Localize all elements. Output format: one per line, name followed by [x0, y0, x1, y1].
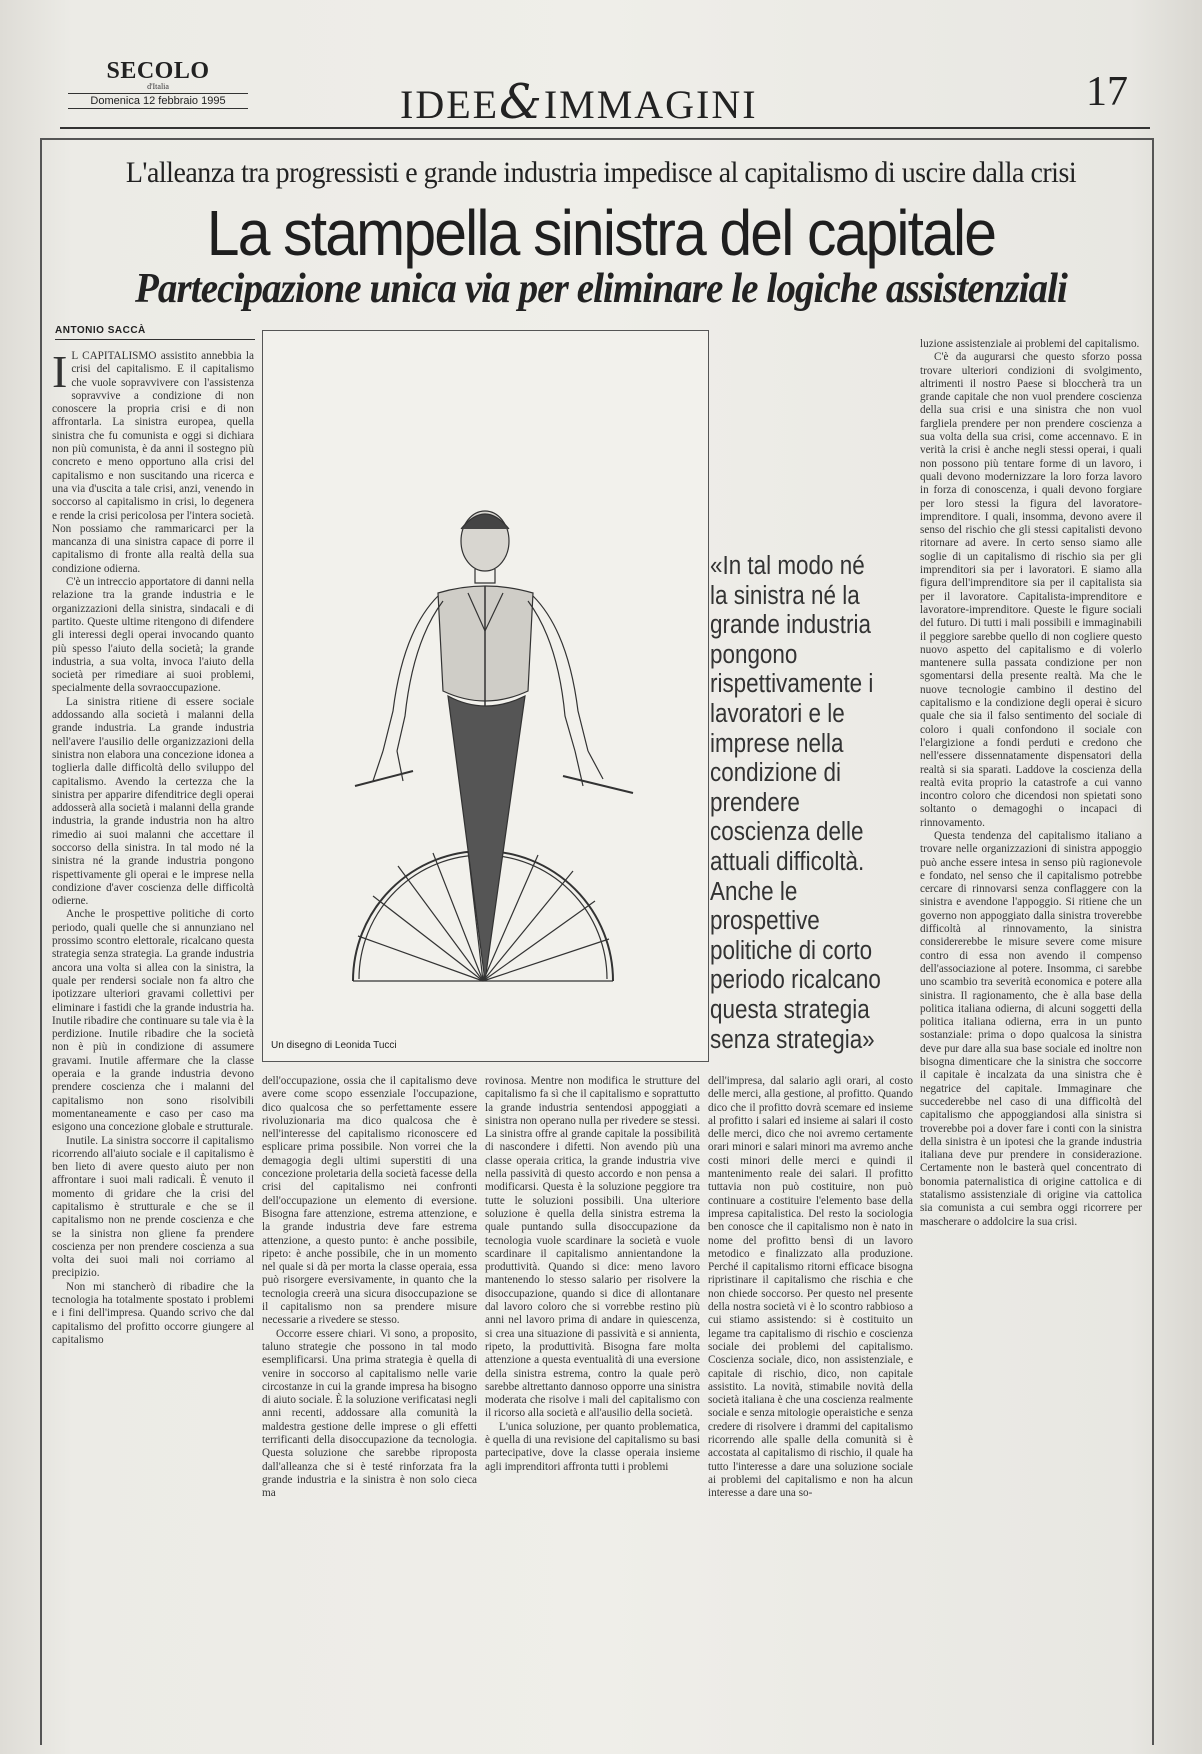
column-2 — [262, 1075, 477, 1740]
paragraph-text: L CAPITALISMO assistito annebbia la crisi del capitalismo. E il capitalismo che vuole sopravvivere con l'assistenza sopravvive a condizione di non conoscere la propria crisi e di non affrontarla. La sinistra europea, quella sinistra che fu comunista e oggi si dichiara non più comunista, è da anni il sostegno più concreto e meno opportuno alla crisi del capitalismo e non suscitando una ricerca e una via d'uscita a tale crisi, anzi, venendo in soccorso al capitalismo in crisi, lo degenera e rende la crisi pericolosa per l'intera società. Non possiamo che rammaricarci per la mancanza di una sinistra capace di porre il capitalismo di fronte alla realtà della sua condizione odierna. — [52, 350, 254, 575]
paragraph: dell'occupazione, ossia che il capitalismo deve avere come scopo essenziale l'occupazione, dico qualcosa che so perfettamente essere rivoluzionaria ma dico qualcosa che è nell'interesse del capitalismo riconoscere ed esplicare prima possibile. Non vorrei che la demagogia degli ultimi superstiti di una concezione proletaria della società facesse della crisi del capitalismo nei confronti dell'occupazione un elemento di eversione. Bisogna fare attenzione, estrema attenzione, e la grande industria deve fare estrema attenzione, a questo punto: è anche possibile, ripeto: è anche possibile, che in un momento nel quale si dà per morta la classe operaia, essa può risorgere eversivamente, in quanto che la tecnologia creerà una sicura disoccupazione se il capitalismo non sa prendere misure necessarie a rivedere se stesso. — [262, 1075, 477, 1327]
paragraph: Questa tendenza del capitalismo italiano a trovare nelle organizzazioni di sinistra appoggio può anche essere intesa in senso più ragionevole e fondato, nel senso che il capitalismo potrebbe cercare di rinnovarsi senza conflaggere con la sinistra e avendone l'appoggio. Si ritiene che un governo non appoggiato dalla sinistra troverebbe difficoltà al rinnovamento, la sinistra considererebbe le misure severe come misure contro di essa non avendo il compenso dell'associazione al potere. Insomma, ci sarebbe uno scambio tra severità economica e potere alla sinistra. Il ragionamento, che è alla base della politica italiana odierna, di alcuni soggetti della politica italiana odierna, erra in un punto sostanziale: prima o dopo qualcosa la sinistra deve pur dare alla sua base sociale ed inoltre non bisogna dimenticare che la sinistra che soccorre il capitale è incalzata da una sinistra che è negatrice del capitale. Immaginare che succederebbe nel caso di una difficoltà del capitalismo che appoggiandosi alla sinistra si troverebbe poi a dover fare i conti con la sinistra della sinistra è un ipotesi che la grande industria italiana deve pur prendere in considerazione. Certamente non le basterà quel concentrato di bonomia paternalistica di origine cattolica e di statalismo assistenziale di origine via cattolica sia comunista a cui sembra oggi ricorrere per mascherare o addolcire la sua crisi. — [920, 829, 1142, 1228]
article-kicker: L'alleanza tra progressisti e grande industria impedisce al capitalismo di uscire dalla crisi — [125, 156, 1077, 189]
column-5 — [920, 338, 1142, 1738]
section-ampersand: & — [499, 74, 544, 130]
logo-block — [68, 58, 248, 109]
paragraph: luzione assistenziale ai problemi del capitalismo. — [920, 338, 1140, 350]
section-title — [400, 74, 758, 130]
section-title-right: IMMAGINI — [543, 82, 758, 127]
illustration-caption: Un disegno di Leonida Tucci — [271, 1040, 397, 1051]
byline-rule — [55, 339, 255, 340]
masthead-rule — [60, 127, 1150, 129]
man-with-wheel-drawing — [263, 331, 708, 1061]
paragraph: L'unica soluzione, per quanto problematica, è quella di una revisione del capitalismo su basi partecipative, dove la classe operaia insieme agli imprenditori affronta tutti i problemi — [485, 1420, 700, 1473]
masthead — [60, 58, 1150, 130]
page-number: 17 — [1086, 69, 1128, 115]
paragraph: Occorre essere chiari. Vi sono, a proposito, taluno strategie che possono in tal modo esemplificarsi. Una prima strategia è quella di venire in soccorso al capitalismo nelle varie circostanze in cui la grande impresa ha bisogno di aiuto sociale. È la soluzione verificatasi negli anni recenti, addossare alla comunità la maldestra gestione delle imprese o gli effetti terrificanti della disoccupazione da tecnologia. Questa soluzione che sarebbe riproposta dall'alleanza che si è testé rinforzata fra la grande industria e la sinistra è non solo cieca ma — [262, 1327, 477, 1500]
paragraph: Anche le prospettive politiche di corto periodo, quali quelle che si annunziano nel prossimo scontro elettorale, ricalcano questa strategia senza strategia. La grande industria ancora una volta si allea con la sinistra, la quale per rendersi sociale non fa altro che ipotizzare ulteriori gravami collettivi per eliminare i fastidi che la grande industria ha. Inutile ribadire che continuare su tale via è la perdizione. Inutile ribadire che la società non è più in condizione di assumere gravami. Inutile affermare che la classe operaia e la grande industria devono prendere coscienza che i malanni del capitalismo non sono risolvibili momentaneamente e caso per caso ma esigono una concezione globale e strutturale. — [52, 908, 254, 1134]
column-3 — [485, 1075, 700, 1740]
paragraph: C'è un intreccio apportatore di danni nella relazione tra la grande industria e le organizzazioni della sinistra, sindacali e di partito. Queste ultime ritengono di difendere gli interessi degli operai invocando quanto più spesso l'aiuto della società; la grande industria, a sua volta, invoca l'aiuto della società per rimediare ai suoi problemi, specialmente della sovraoccupazione. — [52, 576, 254, 695]
paragraph: Non mi stancherò di ribadire che la tecnologia ha totalmente spostato i problemi e i fini dell'impresa. Quando scrivo che dal capitalismo del profitto occorre giungere al capitalismo — [52, 1280, 254, 1346]
column-1 — [52, 350, 254, 1740]
logo-subtitle: d'Italia — [147, 82, 169, 91]
paragraph: C'è da augurarsi che questo sforzo possa trovare ulteriori condizioni di svolgimento, altrimenti il nostro Paese si bloccherà tra un grande capitale che non vuol prendere coscienza della sua crisi e una sinistra che non vuol fargliela prendere per non prendere coscienza a sua volta della sua crisi, come accennavo. E in verità la crisi è anche negli stessi operai, i quali non possono più tentare forme di un lavoro, i quali devono modernizzare la loro forza lavoro in forza di conoscenza, i quali devono forgiare per loro stessi la figura del lavoratore-imprenditore. I quali, insomma, devono avere il senso del rischio che gli stessi capitalisti devono ritornare ad avere. In certo senso siamo alle soglie di un capitalismo di rischio sia per gli imprenditori sia per i lavoratori. E siamo alla figura dell'imprenditore sia per il capitalista sia per il lavoratore. Capitalista-imprenditore e lavoratore-imprenditore. Queste le figure sociali del futuro. Di tutti i mali possibili e immaginabili il peggiore sarebbe quello di non cogliere questo nuovo aspetto del capitalismo e di volerlo mantenere sulla passata condizione per non sgomentarsi della presente realtà. Ma che le nuove tecnologie cambino il destino del capitalismo e la condizione degli operai è sicuro quale che sia il falso sentimento del sociale di coloro i quali confondono il sociale con l'elargizione a fondi perduti e credono che nell'essere dissennatamente dispensatori della realtà si sia sparati. Laddove la coscienza della realtà evita proprio la catastrofe a cui vanno incontro coloro che dicendosi non spietati sono soltanto o demagoghi o incapaci di rinnovamento. — [920, 351, 1142, 829]
article-subheadline: Partecipazione unica via per eliminare le logiche assistenziali — [134, 266, 1067, 312]
newspaper-logo: SECOLO — [106, 58, 210, 84]
dropcap: I — [52, 350, 68, 397]
illustration — [262, 330, 709, 1062]
paragraph: La sinistra ritiene di essere sociale addossando alla società i malanni della grande industria. La grande industria nell'avere l'ausilio delle organizzazioni della sinistra non elabora una concezione idonea a toglierla dalle difficoltà dello sviluppo del capitalismo. Avendo la certezza che la sinistra per apparire difenditrice degli operai addosserà alla società i malanni della grande industria, la grande industria non ha altro rimedio ai suoi malanni che accettare il soccorso della sinistra. In tal modo né la sinistra né la grande industria pongono rispettivamente gli operai e le imprese nella condizione d'aver coscienza delle difficoltà odierne. — [52, 695, 254, 908]
paragraph: Inutile. La sinistra soccorre il capitalismo ricorrendo all'aiuto sociale e il capitalismo è ben lieto di avere questo aiuto per non affrontare i suoi mali radicali. È venuto il momento di gridare che la crisi del capitalismo è strutturale e che se il capitalismo non ne prende coscienza e che se la sinistra non gliene fa prendere coscienza per non prendere coscienza a sua volta dei suoi mali noi corriamo al precipizio. — [52, 1134, 254, 1280]
column-4 — [708, 1075, 913, 1740]
article-headline: La stampella sinistra del capitale — [206, 197, 996, 269]
paragraph: rovinosa. Mentre non modifica le strutture del capitalismo fa sì che il capitalismo e soprattutto la grande industria sentendosi appoggiati a sinistra non operano nulla per rivedere se stessi. La sinistra offre al grande capitale la possibilità di nascondere i difetti. Non avendo più una classe operaia critica, la grande industria vive nella passività di questo accordo e non pensa a modificarsi. Questa è la soluzione peggiore tra tutte le soluzioni possibili. Una ulteriore soluzione è quella della sinistra estrema la quale puntando sulla disoccupazione da tecnologia vuole scardinare la società e vuole scardinare il capitalismo annientandone la produttività. Quando si dice: meno lavoro mantenendo lo stesso salario per risolvere la disoccupazione, quando si dice di allontanare dal lavoro coloro che si vorrebbe restino più anni nel lavoro prima di andare in quiescenza, si crea una situazione di passività e si annienta, ripeto, la produttività. Bisogna fare molta attenzione a questa eventualità di una eversione della sinistra estrema, contro la quale però sarebbe altrettanto dannoso opporre una sinistra moderata che risolve i mali del capitalismo con il ricorso alla società e all'ausilio della società. — [485, 1075, 700, 1420]
paragraph: dell'impresa, dal salario agli orari, al costo delle merci, alla gestione, al profitto. Quando dico che il profitto dovrà scemare ed insieme al profitto i salari ed insieme ai salari il costo delle merci, dico che noi avremo certamente orari minori e salari minori ma avremo anche costi minori delle merci e quindi il mantenimento reale dei salari. Il profitto tuttavia non può costituire, non può continuare a costituire l'elemento base della impresa capitalistica. Del resto la sociologia ben conosce che il capitalismo non è nato in nome del profitto bensì di un lavoro metodico e finalizzato alla produzione. Perché il capitalismo ritorni efficace bisogna ripristinare il capitalismo che rischia e che non chiede soccorso. Per questo nel presente della nostra società vi è lo scontro rabbioso a cui stiamo assistendo: si è costituito un legame tra capitalismo di rischio e coscienza sociale dei problemi del capitalismo. Coscienza sociale, dico, non assistenziale, e capitale di rischio, dico, non capitale assistito. La novità, stimabile novità della società italiana è che una coscienza realmente sociale e senza mitologie operaistiche e senza credere di risolvere i drammi del capitalismo ricorrendo alle spalle della comunità si è accostata al capitalismo di rischio, il quale ha tutto l'interesse a dare una soluzione sociale ai problemi del capitalismo e non ha alcun interesse a dare una so- — [708, 1075, 913, 1500]
section-title-left: IDEE — [400, 82, 500, 127]
pull-quote: «In tal modo né la sinistra né la grande industria pongono rispettivamente i lavoratori e le imprese nella condizione di prendere coscienza delle attuali difficoltà. Anche le prospettive politiche di corto periodo ricalcano questa strategia senza strategia» — [710, 552, 881, 1054]
paragraph — [52, 350, 254, 576]
byline: ANTONIO SACCÀ — [55, 325, 146, 336]
dateline: Domenica 12 febbraio 1995 — [68, 93, 248, 109]
